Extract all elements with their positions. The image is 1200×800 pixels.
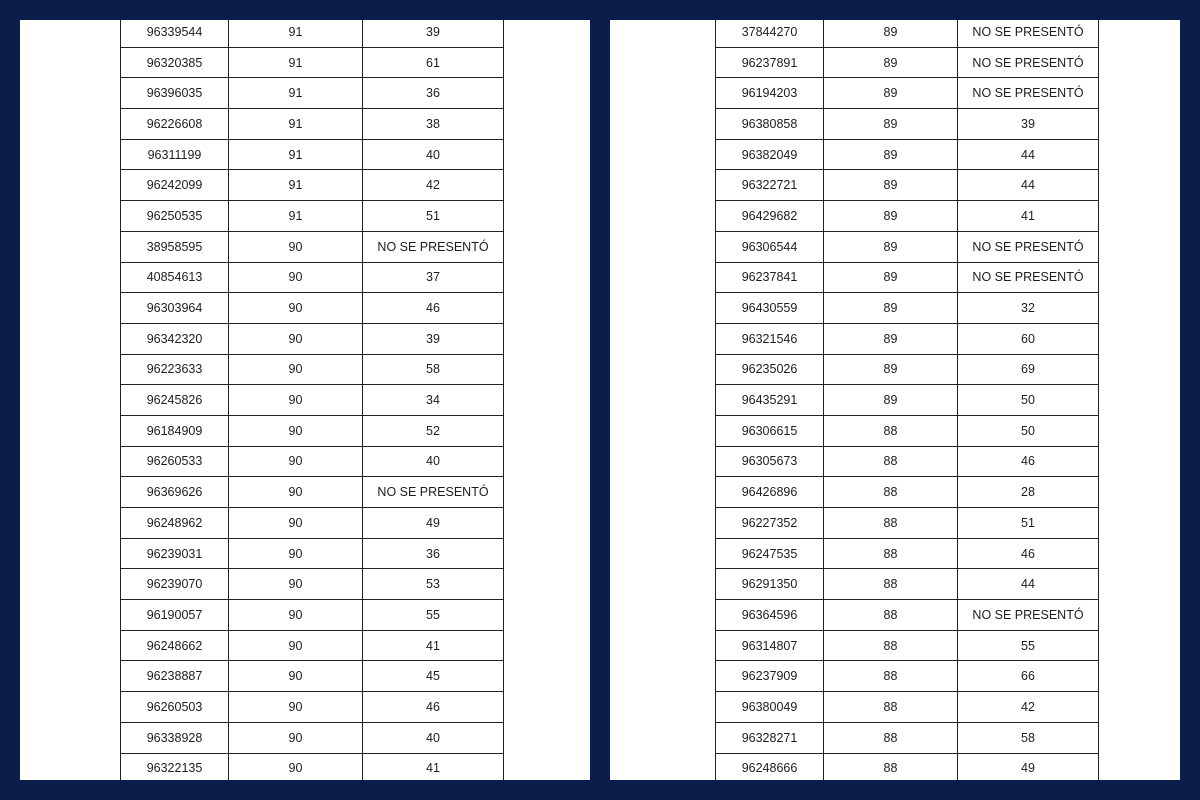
group-cell: 90 (229, 538, 363, 569)
id-cell: 96314807 (716, 630, 824, 661)
group-cell: 88 (824, 692, 958, 723)
group-cell: 90 (229, 446, 363, 477)
group-cell: 88 (824, 569, 958, 600)
score-cell: 46 (363, 692, 504, 723)
id-cell: 96364596 (716, 600, 824, 631)
table-row (121, 201, 504, 232)
score-cell: 41 (363, 753, 504, 780)
id-cell: 96247535 (716, 538, 824, 569)
table-row (121, 477, 504, 508)
group-cell: 90 (229, 722, 363, 753)
group-cell: 90 (229, 477, 363, 508)
group-cell: 90 (229, 630, 363, 661)
table-row (716, 139, 1099, 170)
group-cell: 88 (824, 415, 958, 446)
score-cell: 44 (958, 139, 1099, 170)
id-cell: 96396035 (121, 78, 229, 109)
table-row (716, 569, 1099, 600)
group-cell: 89 (824, 139, 958, 170)
score-cell: 66 (958, 661, 1099, 692)
table-row (121, 538, 504, 569)
score-cell: 34 (363, 385, 504, 416)
score-cell: NO SE PRESENTÓ (958, 262, 1099, 293)
group-cell: 91 (229, 139, 363, 170)
id-cell: 96194203 (716, 78, 824, 109)
group-cell: 88 (824, 722, 958, 753)
id-cell: 96369626 (121, 477, 229, 508)
group-cell: 89 (824, 354, 958, 385)
group-cell: 90 (229, 753, 363, 780)
table-row (716, 446, 1099, 477)
id-cell: 96248662 (121, 630, 229, 661)
score-cell: NO SE PRESENTÓ (958, 600, 1099, 631)
id-cell: 96380858 (716, 109, 824, 140)
id-cell: 96426896 (716, 477, 824, 508)
table-row (716, 201, 1099, 232)
table-row (716, 47, 1099, 78)
score-cell: 39 (363, 323, 504, 354)
table-row (716, 630, 1099, 661)
group-cell: 89 (824, 20, 958, 47)
score-cell: 53 (363, 569, 504, 600)
id-cell: 96190057 (121, 600, 229, 631)
table-row (121, 385, 504, 416)
group-cell: 88 (824, 661, 958, 692)
id-cell: 96250535 (121, 201, 229, 232)
table-row (716, 415, 1099, 446)
table-row (716, 78, 1099, 109)
score-cell: 39 (363, 20, 504, 47)
group-cell: 90 (229, 354, 363, 385)
id-cell: 96322135 (121, 753, 229, 780)
group-cell: 90 (229, 508, 363, 539)
score-cell: 42 (958, 692, 1099, 723)
table-row (716, 293, 1099, 324)
id-cell: 96328271 (716, 722, 824, 753)
table-row (121, 78, 504, 109)
id-cell: 96291350 (716, 569, 824, 600)
id-cell: 96429682 (716, 201, 824, 232)
id-cell: 96430559 (716, 293, 824, 324)
id-cell: 96237841 (716, 262, 824, 293)
id-cell: 96321546 (716, 323, 824, 354)
group-cell: 90 (229, 600, 363, 631)
group-cell: 90 (229, 569, 363, 600)
id-cell: 96303964 (121, 293, 229, 324)
id-cell: 96245826 (121, 385, 229, 416)
score-cell: 46 (958, 538, 1099, 569)
group-cell: 90 (229, 293, 363, 324)
group-cell: 88 (824, 477, 958, 508)
table-row (716, 722, 1099, 753)
table-row (121, 446, 504, 477)
score-cell: 36 (363, 538, 504, 569)
table-row (716, 692, 1099, 723)
score-cell: 60 (958, 323, 1099, 354)
table-row (121, 293, 504, 324)
score-cell: 41 (363, 630, 504, 661)
group-cell: 90 (229, 262, 363, 293)
table-row (121, 20, 504, 47)
table-row (716, 385, 1099, 416)
score-cell: 51 (363, 201, 504, 232)
table-row (121, 354, 504, 385)
table-row (716, 538, 1099, 569)
id-cell: 96320385 (121, 47, 229, 78)
id-cell: 96237891 (716, 47, 824, 78)
table-row (121, 722, 504, 753)
score-cell: 49 (958, 753, 1099, 780)
score-cell: 39 (958, 109, 1099, 140)
group-cell: 91 (229, 20, 363, 47)
table-row (121, 47, 504, 78)
group-cell: 91 (229, 201, 363, 232)
table-row (121, 753, 504, 780)
group-cell: 89 (824, 231, 958, 262)
id-cell: 96306544 (716, 231, 824, 262)
group-cell: 91 (229, 78, 363, 109)
id-cell: 96235026 (716, 354, 824, 385)
id-cell: 96223633 (121, 354, 229, 385)
id-cell: 96237909 (716, 661, 824, 692)
score-cell: 45 (363, 661, 504, 692)
id-cell: 96239070 (121, 569, 229, 600)
group-cell: 89 (824, 385, 958, 416)
group-cell: 89 (824, 170, 958, 201)
table-row (121, 630, 504, 661)
group-cell: 89 (824, 201, 958, 232)
table-row (716, 323, 1099, 354)
group-cell: 91 (229, 170, 363, 201)
score-cell: NO SE PRESENTÓ (958, 20, 1099, 47)
table-row (716, 231, 1099, 262)
group-cell: 89 (824, 323, 958, 354)
table-row (121, 170, 504, 201)
id-cell: 96382049 (716, 139, 824, 170)
table-row (716, 477, 1099, 508)
score-cell: 55 (958, 630, 1099, 661)
id-cell: 96311199 (121, 139, 229, 170)
id-cell: 96242099 (121, 170, 229, 201)
group-cell: 90 (229, 385, 363, 416)
id-cell: 96435291 (716, 385, 824, 416)
score-cell: 58 (363, 354, 504, 385)
score-cell: 44 (958, 170, 1099, 201)
score-cell: 58 (958, 722, 1099, 753)
id-cell: 96322721 (716, 170, 824, 201)
id-cell: 96260503 (121, 692, 229, 723)
group-cell: 88 (824, 630, 958, 661)
score-cell: 37 (363, 262, 504, 293)
results-table-left (120, 20, 504, 780)
score-cell: 52 (363, 415, 504, 446)
id-cell: 96305673 (716, 446, 824, 477)
score-cell: 40 (363, 139, 504, 170)
id-cell: 96306615 (716, 415, 824, 446)
table-row (121, 692, 504, 723)
id-cell: 37844270 (716, 20, 824, 47)
score-cell: 36 (363, 78, 504, 109)
id-cell: 96248962 (121, 508, 229, 539)
score-cell: NO SE PRESENTÓ (958, 47, 1099, 78)
group-cell: 88 (824, 538, 958, 569)
score-cell: 44 (958, 569, 1099, 600)
results-table-right (715, 20, 1099, 780)
id-cell: 38958595 (121, 231, 229, 262)
table-row (716, 508, 1099, 539)
table-row (121, 262, 504, 293)
table-row (716, 170, 1099, 201)
score-cell: 50 (958, 415, 1099, 446)
group-cell: 88 (824, 508, 958, 539)
group-cell: 91 (229, 109, 363, 140)
table-row (121, 415, 504, 446)
id-cell: 96226608 (121, 109, 229, 140)
table-row (121, 508, 504, 539)
table-row (121, 323, 504, 354)
group-cell: 89 (824, 293, 958, 324)
table-row (716, 20, 1099, 47)
id-cell: 96260533 (121, 446, 229, 477)
group-cell: 90 (229, 231, 363, 262)
score-cell: 46 (958, 446, 1099, 477)
table-row (716, 661, 1099, 692)
score-cell: 40 (363, 722, 504, 753)
table-row (716, 354, 1099, 385)
id-cell: 96184909 (121, 415, 229, 446)
score-cell: 40 (363, 446, 504, 477)
group-cell: 90 (229, 692, 363, 723)
score-cell: 69 (958, 354, 1099, 385)
group-cell: 89 (824, 47, 958, 78)
group-cell: 89 (824, 262, 958, 293)
document-page-left (20, 20, 590, 780)
id-cell: 96339544 (121, 20, 229, 47)
table-row (716, 600, 1099, 631)
table-row (716, 262, 1099, 293)
score-cell: NO SE PRESENTÓ (958, 231, 1099, 262)
table-row (121, 139, 504, 170)
table-row (716, 109, 1099, 140)
id-cell: 96380049 (716, 692, 824, 723)
score-cell: NO SE PRESENTÓ (363, 231, 504, 262)
document-page-right (610, 20, 1180, 780)
table-row (121, 231, 504, 262)
score-cell: 32 (958, 293, 1099, 324)
score-cell: 51 (958, 508, 1099, 539)
group-cell: 88 (824, 600, 958, 631)
score-cell: NO SE PRESENTÓ (363, 477, 504, 508)
score-cell: 49 (363, 508, 504, 539)
id-cell: 96239031 (121, 538, 229, 569)
table-row (121, 661, 504, 692)
score-cell: 61 (363, 47, 504, 78)
group-cell: 90 (229, 415, 363, 446)
score-cell: NO SE PRESENTÓ (958, 78, 1099, 109)
score-cell: 42 (363, 170, 504, 201)
group-cell: 88 (824, 753, 958, 780)
score-cell: 38 (363, 109, 504, 140)
group-cell: 90 (229, 661, 363, 692)
id-cell: 96338928 (121, 722, 229, 753)
score-cell: 41 (958, 201, 1099, 232)
group-cell: 89 (824, 78, 958, 109)
score-cell: 46 (363, 293, 504, 324)
id-cell: 40854613 (121, 262, 229, 293)
group-cell: 90 (229, 323, 363, 354)
id-cell: 96238887 (121, 661, 229, 692)
table-row (121, 109, 504, 140)
score-cell: 28 (958, 477, 1099, 508)
group-cell: 88 (824, 446, 958, 477)
id-cell: 96342320 (121, 323, 229, 354)
table-row (121, 569, 504, 600)
table-row (121, 600, 504, 631)
id-cell: 96227352 (716, 508, 824, 539)
score-cell: 55 (363, 600, 504, 631)
group-cell: 91 (229, 47, 363, 78)
id-cell: 96248666 (716, 753, 824, 780)
table-row (716, 753, 1099, 780)
group-cell: 89 (824, 109, 958, 140)
score-cell: 50 (958, 385, 1099, 416)
